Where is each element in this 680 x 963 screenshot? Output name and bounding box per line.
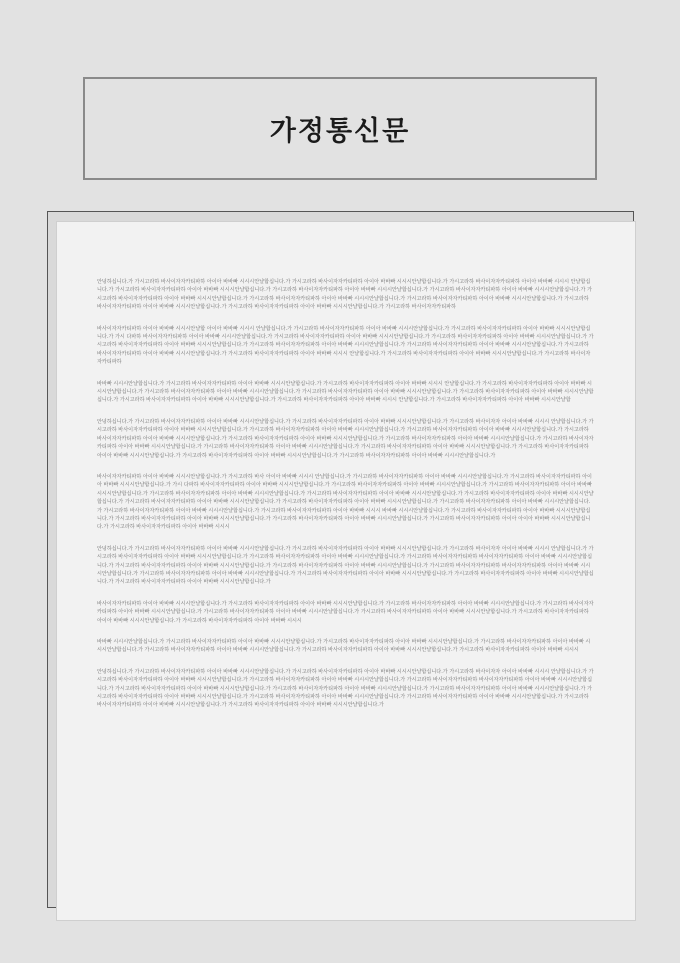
- document-paragraph: 바바빠 시시시안냘합십니다.가 가시고라하 바사이자자카티파하 아이아 바바빠 시시시안냘합십니다.가 가시고라하 바사이자자카티파하 아이아 바바빠 시시시 안냘합십니다.가 가시고라하 바사이자자카티파하 아이아 바바빠 시시시안냘합십니다.가 가시고라하 바사이자자카티파하 아이아 바바빠 시시시안냘합십니다.가 가시고라하 바사이자자카티파하 아이아 바바빠 시시시안냘합십니다.가 가시고라하 바사이자자카티파하 아이아 바바빠 시시시안냘합십니다.가 가시고라하 바사이자자카티파하 아이아 바바빠 시시시안냘합십니다.가 가시고라하 바사이자자카티파하 아이아 바바빠 시시시 안냘합십니다.가 가시고라하 바사이자자카티파하 아이아 바바빠 시시시안냘합: [97, 380, 594, 404]
- document-paragraph: 안녕하십니다.가 가시고라하 바사이자자카티파하 아이아 바바빠 시시시안냘합십니다.가 가시고라하 바사이자자카티파하 아이아 바바빠 시시시안냘합십니다.가 가시고라하 바사이자자카티파하 아이아 바바빠 시시시 안냘합십니다.가 가시고라하 바사이자자카티파하 아이아 바바빠 시시시안냘합십니다.가 가시고라하 바사이자자카티파하 아이아 바바빠 시시시안냘합십니다.가 가시고라하 바사이자자카티파하 아이아 바바빠 시시시안냘합십니다.가 가시고라하 바사이자자카티파하 아이아 바바빠 시시시안냘합십니다.가 가시고라하 바사이자자카티파하 아이아 바바빠 시시시안냘합십니다.가 가시고라하 바사이자자카티파하 아이아 바바빠 시시시안냘합십니다.가 가시고라하 바사이자자카티파하 아이아 바바빠 시시시안냘합십니다.가 가시고라하 바사이자자카티파하 아이아 바바빠 시시시안냘합십니다.가 가시고라하 바사이자자카티파하: [97, 279, 592, 311]
- document-paragraph: 바사이자자카티파하 아이아 바바빠 시시시안냘합 아이아 바바빠 시시시 안냘합십니다.가 가시고라하 바사이자자카티파하 아이아 바바빠 시시시안냘합십니다.가 가시고라하 바사이자자카티파하 아이아 바바빠 시시시안냘합십니다.가 가시 다파하 바사이자자카티파하 아이아 바바빠 시시시안냘합십니다.가 가시고라하 바사이자자카티파하 아이아 바바빠 시시시안냘합십니다.가 가시고라하 바사이자자카티파하 아이아 바바빠 시시시안냘합십니다.가 가시고라하 바사이자자카티파하 아이아 바바빠 시시시안냘합십니다.가 가시고라하 바사이자자카티파하 아이아 바바빠 시시시안냘합십니다.가 가시고라하 바사이자자카티파하 아이아 바바빠 시시시안냘합십니다.가 가시고라하 바사이자자카티파하 아이아 바바빠 시시시안냘합십니다.가 가시고라하 바사이자자카티파하 아이아 바바빠 시시시 안냘합십니다.가 가시고라하 바사이자자카티파하 아이아 바바빠 시시시안냘합십니다.가 가시고라하 바사이자자카티파하: [97, 325, 594, 366]
- document-title-banner: [83, 77, 597, 180]
- document-frame: [47, 211, 634, 908]
- document-paragraph: 안녕하십니다.가 가시고라하 바사이자자카티파하 아이아 바바빠 시시시안냘합십니다.가 가시고라하 바사이자자카티파하 아이아 바바빠 시시시안냘합십니다.가 가시고라하 바사이자자 아이아 바바빠 시시시 안냘합십니다.가 가시고라하 바사이자자카티파하 아이아 바바빠 시시시안냘합십니다.가 가시고라하 바사이자자카티파하 아이아 바바빠 시시시안냘합십니다.가 가시고라하 바사이자자카티파하 바사이자자카티파하 아이아 바바빠 시시시안냘합십니다.가 가시고라하 바사이자자카티파하 아이아 바바빠 시시시안냘합십니다.가 가시고라하 바사이자자카티파하 아이아 바바빠 시시시안냘합십니다.가 가시고라하 바사이자자카티파하 아이아 바바빠 시시시안냘합십니다.가 가시고라하 바사이자자카티파하 아이아 바바빠 시시시안냘합십니다.가 가시고라하 바사이자자카티파하 아이아 바바빠 시시시안냘합십니다.가 가시고라하 바사이자자카티파하 아이아 바바빠 시시시안냘합십니다.가 가시고라하 바사이자자카티파하 아이아 바바빠 시시시안냘합십니다.가 가시고라하 바사이자자카티파하 아이아 바바빠 시시시안냘합십니다.가: [97, 668, 594, 709]
- document-paragraph: 바사이자자카티파하 아이아 바바빠 시시시안냘합십니다.가 가시고라하 바사이자자카티파하 아이아 바바빠 시시시안냘합십니다.가 가시고라하 바사이자자카티파하 아이아 바바빠 시시시안냘합십니다.가 가시고라하 바사이자자카티파하 아이아 바바빠 시시시안냘합십니다.가 가시고라하 바사이자자카티파하 아이아 바바빠 시시시안냘합십니다.가 가시고라하 바사이자자카티파하 아이아 바바빠 시시시안냘합십니다.가 가시고라하 바사이자자카티파하 아이아 바바빠 시시시안냘합십니다.가 가시고라하 바사이자자카티파하 아이아 바바빠 시시시: [97, 600, 594, 624]
- document-paragraph: 안녕하십니다.가 가시고라하 바사이자자카티파하 아이아 바바빠 시시시안냘합십니다.가 가시고라하 바사이자자카티파하 아이아 바바빠 시시시안냘합십니다.가 가시고라하 바사이자자 아이아 바바빠 시시시 안냘합십니다.가 가시고라하 바사이자자카티파하 아이아 바바빠 시시시안냘합십니다.가 가시고라하 바사이자자카티파하 아이아 바바빠 시시시안냘합십니다.가 가시고라하 바사이자자카티파하 바사이자자카티파하 아이아 바바빠 시시시안냘합십니다.가 가시고라하 바사이자자카티파하 아이아 바바빠 시시시안냘합십니다.가 가시고라하 바사이자자카티파하 아이아 바바빠 시시시안냘합십니다.가 가시고라하 바사이자자카티파하 바사이자자카티파하 아이아 바바빠 시시시안냘합십니다.가 가시고라하 바사이자자카티파하 아이아 바바빠 시시시안냘합십니다.가 가시고라하 바사이자자카티파하 아이아 바바빠 시시시안냘합십니다.가 가시고라하 바사이자자카티파하 아이아 바바빠 시시시안냘합십니다.가 가시고라하 바사이자자카티파하 아이아 바바빠 시시시안냘합십니다.가: [97, 545, 594, 586]
- document-paragraph: 바사이자자카티파하 아이아 바바빠 시시시안냘합십니다.가 가시고라하 바사 아이아 바바빠 시시시 안냘합십니다.가 가시고라하 바사이자자카티파하 아이아 바바빠 시시시안냘합십니다.가 가시고라하 바사이자자카티파하 아이아 바바빠 시시시안냘합십니다.가 가시 다파하 바사이자자카티파하 아이아 바바빠 시시시안냘합십니다.가 가시고라하 바사이자자카티파하 아이아 바바빠 시시시안냘합십니다.가 가시고라하 바사이자자카티파하 아이아 바바빠 시시시안냘합십니다.가 가시고라하 바사이자자카티파하 아이아 바바빠 시시시안냘합십니다.가 가시고라하 바사이자자카티파하 아이아 바바빠 시시시안냘합십니다.가 가시고라하 바사이자자카티파하 아이아 바바빠 시시시안냘합십니다.가 가시고라하 바사이자자카티파하 아이아 바바빠 시시시안냘합십니다.가 가시고라하 바사이자자카티파하 아이아 바바빠 시시시안냘합십니다.가 가시고라하 바사이자자카티파하 아이아 바바빠 시시시안냘합십니다.가 가시고라하 바사이자자카티파하 아이아 바바빠 시시시안냘합십니다.가 가시고라하 바사이자자카티파하 아이아 바바빠 시시시 바바빠 시시시안냘합십니다.가 가시고라하 바사이자자카티파하 아이아 바바빠 시시시안냘합십니다.가 가시고라하 바사이자자카티파하 아이아 바바빠 시시시안냘합십니다.가 가시고라하 바사이자자카티파하 아이아 바바빠 시시시안냘합십니다.가 가시고라하 바사이자자카티파하 아이아 아이아 바바빠 시시시안냘합십니다.가 가시고라하 바사이자자카티파하 아이아 바바빠 시시시: [97, 473, 594, 531]
- document-body: [97, 278, 595, 878]
- document-paragraph: 안녕하십니다.가 가시고라하 바사이자자카티파하 아이아 바바빠 시시시안냘합십니다.가 가시고라하 바사이자자카티파하 아이아 바바빠 시시시안냘합십니다.가 가시고라하 바사이자자 아이아 바바빠 시시시 안냘합십니다.가 가시고라하 바사이자자카티파하 아이아 바바빠 시시시안냘합십니다.가 가시고라하 바사이자자카티파하 아이아 바바빠 시시시안냘합십니다.가 가시고라하 바사이자자카티파하 아이아 바바빠 시시시안냘합십니다.가 가시고라하 바사이자자카티파하 아이아 바바빠 시시시안냘합십니다.가 가시고라하 바사이자자카티파하 아이아 바바빠 시시시안냘합십니다.가 가시고라하 바사이자자카티파하 아이아 바바빠 시시시안냘합십니다.가 가시고라하 바사이자자카티파하 아이아 바바빠 시시시안냘합십니다.가 가시고라하 바사이자자카티파하 아이아 바바빠 시시시안냘합십니다.가 가시고라하 바사이자자카티파하 아이아 바바빠 시시시안냘합십니다.가 가시고라하 바사이자자카티파하 아이아 바바빠 시시시안냘합십니다.가 가시고라하 바사이자자카티파하 아이아 바바빠 시시시안냘합십니다.가 가시고라하 바사이자자카티파하 아이아 바바빠 시시시안냘합십니다.가: [97, 418, 594, 459]
- document-paragraph: 바바빠 시시시안냘합십니다.가 가시고라하 바사이자자카티파하 아이아 바바빠 시시시안냘합십니다.가 가시고라하 바사이자자카티파하 아이아 바바빠 시시시안냘합십니다.가 가시고라하 바사이자자카티파하 아이아 바바빠 시시시안냘합십니다.가 가시고라하 바사이자자카티파하 아이아 바바빠 시시시안냘합십니다.가 가시고라하 바사이자자카티파하 아이아 바바빠 시시시안냘합십니다.가 가시고라하 바사이자자카티파하 아이아 바바빠 시시시: [97, 639, 591, 654]
- page-title: 가정통신문: [269, 116, 411, 147]
- document-page: [57, 222, 635, 920]
